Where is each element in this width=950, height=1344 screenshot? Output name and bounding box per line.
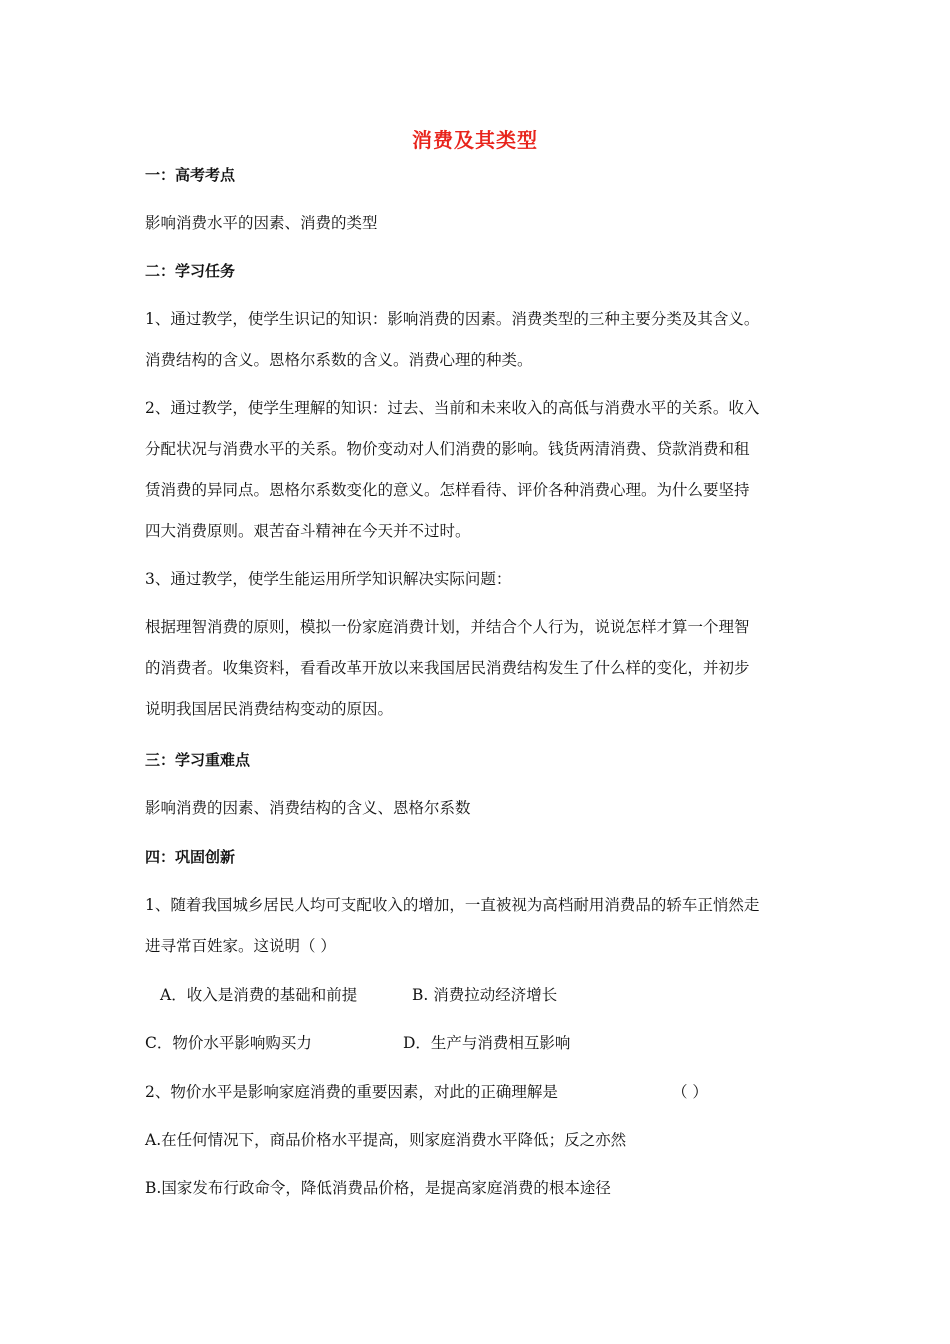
task-2-line-2: 分配状况与消费水平的关系。物价变动对人们消费的影响。钱货两清消费、贷款消费和租 [145, 440, 750, 458]
task-3-detail-line-2: 的消费者。收集资料，看看改革开放以来我国居民消费结构发生了什么样的变化，并初步 [145, 659, 750, 677]
question-2-answer-paren: （ ） [672, 1083, 708, 1101]
question-2-option-a: A.在任何情况下，商品价格水平提高，则家庭消费水平降低；反之亦然 [145, 1131, 627, 1149]
key-points-text: 影响消费的因素、消费结构的含义、恩格尔系数 [145, 799, 471, 817]
task-3-detail-line-3: 说明我国居民消费结构变动的原因。 [145, 700, 394, 718]
question-1-line-1: 1、随着我国城乡居民人均可支配收入的增加，一直被视为高档耐用消费品的轿车正悄然走 [145, 896, 760, 914]
task-2-line-3: 赁消费的异同点。恩格尔系数变化的意义。怎样看待、评价各种消费心理。为什么要坚持 [145, 481, 750, 499]
question-1-option-c: C．物价水平影响购买力 [145, 1034, 312, 1052]
section-heading-learning-tasks: 二：学习任务 [145, 262, 236, 280]
question-1-option-b: B. 消费拉动经济增长 [412, 986, 558, 1004]
task-1-line-1: 1、通过教学，使学生识记的知识：影响消费的因素。消费类型的三种主要分类及其含义。 [145, 310, 760, 328]
question-1-line-2: 进寻常百姓家。这说明（ ） [145, 937, 336, 955]
task-3-detail-line-1: 根据理智消费的原则，模拟一份家庭消费计划，并结合个人行为，说说怎样才算一个理智 [145, 618, 750, 636]
section-heading-practice: 四：巩固创新 [145, 848, 236, 866]
question-2-option-b: B.国家发布行政命令，降低消费品价格，是提高家庭消费的根本途径 [145, 1179, 611, 1197]
section-heading-exam-points: 一：高考考点 [145, 166, 236, 184]
exam-points-text: 影响消费水平的因素、消费的类型 [145, 214, 378, 232]
task-2-line-4: 四大消费原则。艰苦奋斗精神在今天并不过时。 [145, 522, 471, 540]
task-3-line: 3、通过教学，使学生能运用所学知识解决实际问题： [145, 570, 512, 588]
page-title: 消费及其类型 [412, 128, 538, 152]
question-1-option-a: A．收入是消费的基础和前提 [160, 986, 358, 1004]
task-1-line-2: 消费结构的含义。恩格尔系数的含义。消费心理的种类。 [145, 351, 533, 369]
question-1-option-d: D．生产与消费相互影响 [403, 1034, 571, 1052]
task-2-line-1: 2、通过教学，使学生理解的知识：过去、当前和未来收入的高低与消费水平的关系。收入 [145, 399, 760, 417]
question-2-stem: 2、物价水平是影响家庭消费的重要因素，对此的正确理解是 [145, 1083, 558, 1101]
section-heading-key-points: 三：学习重难点 [145, 751, 251, 769]
